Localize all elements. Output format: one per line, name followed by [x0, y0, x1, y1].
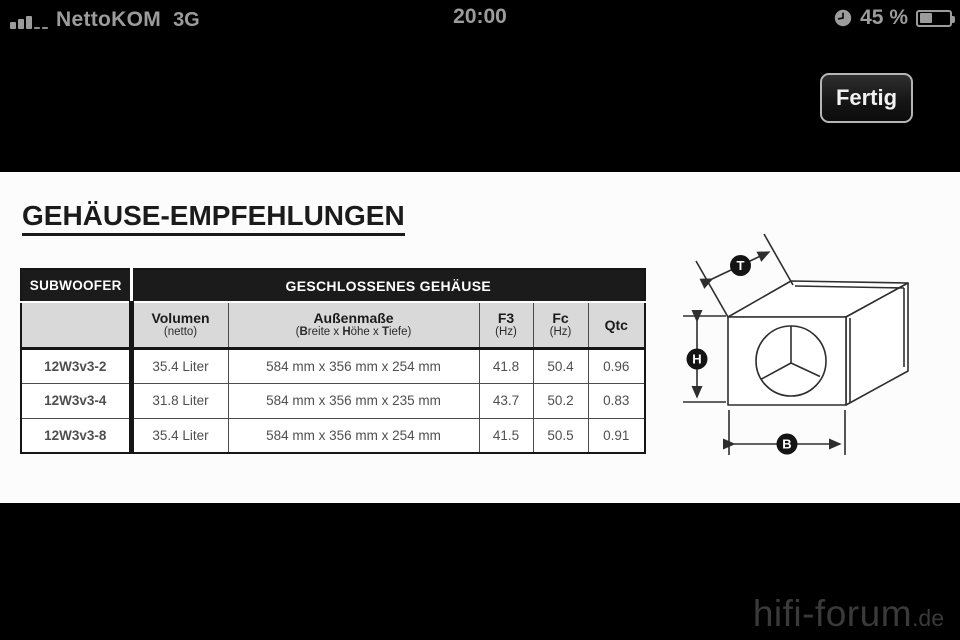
done-button[interactable]: Fertig — [820, 73, 913, 123]
battery-icon — [916, 10, 952, 27]
alarm-clock-icon — [834, 9, 852, 27]
cell-qtc: 0.83 — [588, 383, 645, 418]
subheader-f3: F3 (Hz) — [479, 302, 533, 348]
cell-model: 12W3v3-4 — [21, 383, 131, 418]
page-title: GEHÄUSE-EMPFEHLUNGEN — [22, 200, 405, 236]
carrier-label: NettoKOM — [56, 8, 162, 31]
cell-qtc: 0.91 — [588, 418, 645, 453]
cell-dimensions: 584 mm x 356 mm x 235 mm — [228, 383, 479, 418]
subheader-qtc: Qtc — [588, 302, 645, 348]
watermark-site: hifi-forum — [752, 593, 913, 634]
cell-f3: 41.8 — [479, 348, 533, 383]
subheader-fc: Fc (Hz) — [533, 302, 588, 348]
photo-view[interactable] — [0, 172, 960, 503]
network-type-label: 3G — [173, 9, 200, 31]
cell-fc: 50.5 — [533, 418, 588, 453]
cell-model: 12W3v3-8 — [21, 418, 131, 453]
battery-percent-label: 45 % — [860, 6, 908, 29]
cell-dimensions: 584 mm x 356 mm x 254 mm — [228, 348, 479, 383]
table-row — [21, 348, 645, 383]
enclosure-box-diagram — [676, 226, 960, 470]
col-header-subwoofer: SUBWOOFER — [21, 269, 131, 302]
cell-dimensions: 584 mm x 356 mm x 254 mm — [228, 418, 479, 453]
enclosure-spec-table — [20, 268, 646, 454]
cell-model: 12W3v3-2 — [21, 348, 131, 383]
status-right — [834, 4, 952, 32]
subheader-volume: Volumen (netto) — [131, 302, 228, 348]
subheader-outer-dimensions: Außenmaße (Breite x Höhe x Tiefe) — [228, 302, 479, 348]
table-row — [21, 418, 645, 453]
col-header-sealed-enclosure: GESCHLOSSENES GEHÄUSE — [131, 269, 645, 302]
cell-qtc: 0.96 — [588, 348, 645, 383]
clock-time: 20:00 — [453, 5, 507, 28]
cell-f3: 41.5 — [479, 418, 533, 453]
height-label: H — [692, 351, 702, 367]
table-row — [21, 383, 645, 418]
cell-f3: 43.7 — [479, 383, 533, 418]
cell-fc: 50.4 — [533, 348, 588, 383]
subheader-empty — [21, 302, 131, 348]
width-label: B — [782, 436, 792, 452]
depth-label: T — [736, 258, 745, 273]
cell-fc: 50.2 — [533, 383, 588, 418]
watermark-tld: .de — [912, 605, 944, 631]
watermark — [753, 595, 944, 632]
cell-volume: 35.4 Liter — [131, 418, 228, 453]
cell-volume: 35.4 Liter — [131, 348, 228, 383]
status-bar — [0, 0, 960, 40]
cell-volume: 31.8 Liter — [131, 383, 228, 418]
